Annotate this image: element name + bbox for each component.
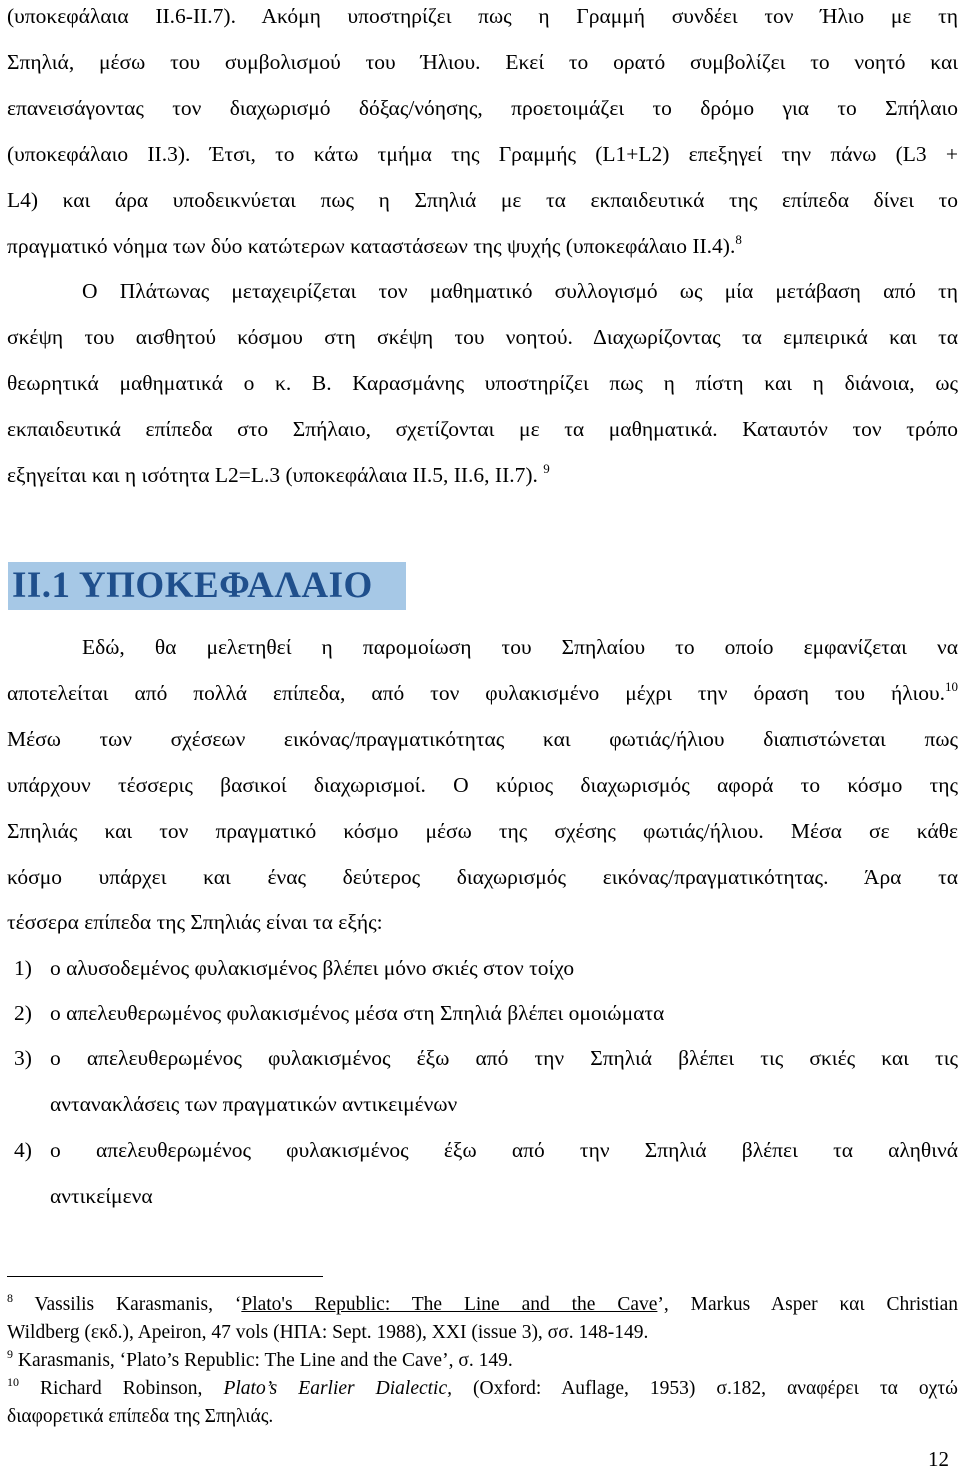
page-number: 12 — [928, 1447, 949, 1471]
paragraph-line: αποτελείται από πολλά επίπεδα, από τον φυλακισμένο μέχρι την όραση του ήλιου.$^{10}$ — [7, 679, 958, 705]
footnote-ref[interactable]: 10 — [945, 679, 958, 694]
paragraph-line: επανεισάγοντας τον διαχωρισμό δόξας/νόησης, προετοιμάζει το δρόμο για το Σπήλαιο — [7, 96, 958, 120]
list-number: 4) — [14, 1138, 32, 1162]
footnote-8-continuation: Wildberg (εκδ.), Apeiron, 47 vols (ΗΠΑ: Sept. 1988), XXI (issue 3), σσ. 148-149. — [7, 1322, 649, 1343]
paragraph-line: εκπαιδευτικά επίπεδα στο Σπήλαιο, σχετίζονται με τα μαθηματικά. Καταυτόν τον τρόπο — [7, 417, 958, 441]
list-number: 1) — [14, 956, 32, 980]
paragraph-line: σκέψη του αισθητού κόσμου στη σκέψη του νοητού. Διαχωρίζοντας τα εμπειρικά και τα — [7, 325, 958, 349]
paragraph-line: (υποκεφάλαια ΙΙ.6-ΙΙ.7). Ακόμη υποστηρίζει πως η Γραμμή συνδέει τον Ήλιο με τη — [7, 4, 958, 28]
paragraph-line: εξηγείται και η ισότητα L2=L.3 (υποκεφάλαια ΙΙ.5, ΙΙ.6, ΙΙ.7). $^9$ — [7, 461, 550, 487]
paragraph-line: Εδώ, θα μελετηθεί η παρομοίωση του Σπηλαίου το οποίο εμφανίζεται να — [82, 635, 958, 659]
paragraph-line: υπάρχουν τέσσερις βασικοί διαχωρισμοί. Ο κύριος διαχωρισμός αφορά το κόσμο της — [7, 773, 958, 797]
footnote-10: $^{10}$ Richard Robinson, Plato’s Earlier Dialectic, (Oxford: Auflage, 1953) σ.182, αναφέρει τα οχτώ — [7, 1375, 958, 1399]
footnote-link[interactable]: Plato's Republic: The Line and the Cave — [241, 1294, 658, 1315]
list-number: 3) — [14, 1046, 32, 1070]
list-item: ο απελευθερωμένος φυλακισμένος έξω από την Σπηλιά βλέπει τις σκιές και τις — [50, 1046, 958, 1070]
paragraph-line: Σπηλιά, μέσω του συμβολισμού του Ήλιου. Εκεί το ορατό συμβολίζει το νοητό και — [7, 50, 958, 74]
list-item: ο αλυσοδεμένος φυλακισμένος βλέπει μόνο σκιές στον τοίχο — [50, 956, 575, 980]
paragraph-line: Σπηλιάς και τον πραγματικό κόσμο μέσω της σχέσης φωτιάς/ήλιου. Μέσα σε κάθε — [7, 819, 958, 843]
list-item: ο απελευθερωμένος φυλακισμένος μέσα στη Σπηλιά βλέπει ομοιώματα — [50, 1001, 665, 1025]
list-item: ο απελευθερωμένος φυλακισμένος έξω από την Σπηλιά βλέπει τα αληθινά — [50, 1138, 958, 1162]
paragraph-line: κόσμο υπάρχει και ένας δεύτερος διαχωρισμός εικόνας/πραγματικότητας. Άρα τα — [7, 865, 958, 889]
paragraph-line: Ο Πλάτωνας μεταχειρίζεται τον μαθηματικό συλλογισμό ως μία μετάβαση από τη — [82, 279, 958, 303]
list-number: 2) — [14, 1001, 32, 1025]
paragraph-line: L4) και άρα υποδεικνύεται πως η Σπηλιά με τα εκπαιδευτικά της επίπεδα δίνει το — [7, 188, 958, 212]
footnote-separator — [7, 1276, 323, 1277]
footnote-9: $^9$ Karasmanis, ‘Plato’s Republic: The Line and the Cave’, σ. 149. — [7, 1347, 513, 1371]
paragraph-line: θεωρητικά μαθηματικά ο κ. Β. Καρασμάνης υποστηρίζει πως η πίστη και η διάνοια, ως — [7, 371, 958, 395]
footnote-10-continuation: διαφορετικά επίπεδα της Σπηλιάς. — [7, 1406, 274, 1427]
paragraph-line: τέσσερα επίπεδα της Σπηλιάς είναι τα εξής: — [7, 910, 383, 934]
paragraph-line: Μέσω των σχέσεων εικόνας/πραγματικότητας και φωτιάς/ήλιου διαπιστώνεται πως — [7, 727, 958, 751]
paragraph-line: πραγματικό νόημα των δύο κατώτερων καταστάσεων της ψυχής (υποκεφάλαιο ΙΙ.4).$^8$ — [7, 232, 742, 258]
list-item-continuation: αντανακλάσεις των πραγματικών αντικειμένων — [50, 1092, 458, 1116]
section-heading: ΙΙ.1 ΥΠΟΚΕΦΑΛΑΙΟ — [8, 562, 406, 610]
list-item-continuation: αντικείμενα — [50, 1184, 153, 1208]
paragraph-line: (υποκεφάλαιο ΙΙ.3). Έτσι, το κάτω τμήμα της Γραμμής (L1+L2) επεξηγεί την πάνω (L3 + — [7, 142, 958, 166]
footnote-ref[interactable]: 9 — [543, 461, 550, 476]
footnote-8: $^8$ Vassilis Karasmanis, ‘Plato's Republic: The Line and the Cave’, Markus Asper και Christian — [7, 1291, 958, 1315]
footnote-ref[interactable]: 8 — [735, 232, 742, 247]
